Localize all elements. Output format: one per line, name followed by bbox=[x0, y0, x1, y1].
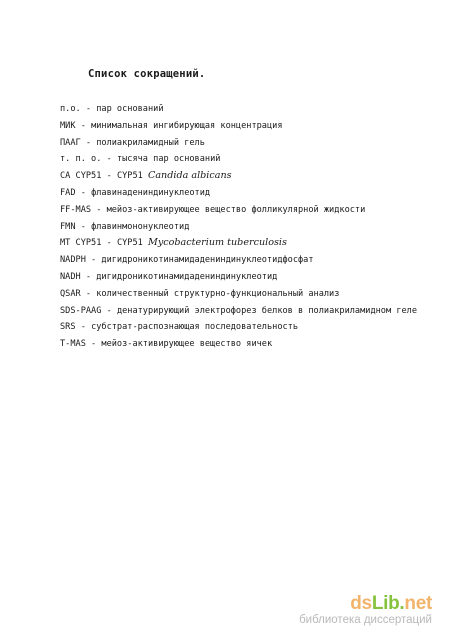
separator: - bbox=[80, 271, 97, 282]
logo-ds-text: ds bbox=[350, 593, 372, 614]
separator: - bbox=[101, 154, 117, 165]
abbreviation-definition: дигидроникотинамидадениндинуклеотидфосфат bbox=[101, 255, 314, 266]
separator: - bbox=[101, 305, 117, 316]
abbreviation-item bbox=[60, 185, 440, 202]
abbreviation-definition: дигидроникотинамидадениндинуклеотид bbox=[96, 271, 278, 282]
abbreviation-definition: пар оснований bbox=[96, 104, 164, 114]
abbreviation-definition: полиакриламидный гель bbox=[96, 137, 205, 148]
separator: - bbox=[85, 339, 102, 350]
abbreviation-term: SRS bbox=[60, 322, 76, 333]
separator: - bbox=[91, 204, 107, 215]
abbreviation-term: FF-MAS bbox=[60, 204, 92, 215]
abbreviation-term: MT CYP51 bbox=[60, 238, 102, 249]
abbreviation-definition: мейоз-активирующее вещество яичек bbox=[101, 339, 273, 350]
abbreviation-term: NADH bbox=[60, 271, 81, 282]
logo-lib-text: Lib bbox=[371, 593, 400, 614]
abbreviation-term: T-MAS bbox=[60, 339, 86, 350]
abbreviation-definition: флавинадениндинуклеотид bbox=[91, 187, 211, 198]
separator: - bbox=[75, 322, 92, 333]
abbreviation-definition: денатурирующий электрофорез белков в полиакриламидном геле bbox=[116, 305, 418, 316]
abbreviation-definition: количественный структурно-функциональный анализ bbox=[96, 288, 340, 299]
logo-dot-text: . bbox=[399, 593, 405, 614]
abbreviation-term: CA CYP51 bbox=[60, 171, 102, 182]
separator: - bbox=[75, 187, 92, 198]
abbreviation-item bbox=[60, 252, 440, 269]
latin-species-name: Mycobacterium tuberculosis bbox=[148, 237, 287, 249]
abbreviation-term: QSAR bbox=[60, 288, 81, 299]
page-title: Список сокращений. bbox=[88, 68, 206, 80]
abbreviation-term: МИК bbox=[60, 120, 76, 131]
latin-species-name: Candida albicans bbox=[148, 170, 232, 182]
abbreviation-item bbox=[60, 286, 440, 303]
abbreviation-term: п.о. bbox=[60, 104, 81, 114]
abbreviation-definition: субстрат-распознающая последовательность bbox=[91, 322, 299, 333]
abbreviation-item bbox=[60, 235, 440, 252]
abbreviation-term: SDS-PAAG bbox=[60, 305, 102, 316]
separator: - bbox=[75, 221, 92, 232]
separator: - bbox=[101, 171, 117, 182]
watermark-subtitle: библиотека диссертаций bbox=[299, 614, 432, 626]
abbreviation-item bbox=[60, 101, 440, 118]
abbreviation-item bbox=[60, 202, 440, 219]
abbreviation-definition: CYP51 bbox=[116, 238, 143, 249]
abbreviation-definition: минимальная ингибирующая концентрация bbox=[91, 120, 283, 131]
abbreviation-term: ПААГ bbox=[60, 137, 81, 148]
separator: - bbox=[75, 120, 92, 131]
abbreviation-item bbox=[60, 269, 440, 286]
abbreviation-definition: мейоз-активирующее вещество фолликулярной жидкости bbox=[106, 204, 366, 215]
watermark bbox=[299, 595, 432, 627]
watermark-logo bbox=[299, 595, 432, 613]
abbreviation-term: т. п. о. bbox=[60, 154, 102, 165]
abbreviation-item bbox=[60, 336, 440, 353]
abbreviation-item bbox=[60, 219, 440, 236]
separator: - bbox=[80, 104, 97, 114]
abbreviation-list bbox=[60, 101, 440, 353]
logo-net-text: net bbox=[404, 593, 432, 614]
abbreviation-item bbox=[60, 118, 440, 135]
separator: - bbox=[80, 288, 97, 299]
abbreviation-term: NADPH bbox=[60, 255, 86, 266]
abbreviation-term: FMN bbox=[60, 221, 76, 232]
abbreviation-item bbox=[60, 168, 440, 185]
separator: - bbox=[101, 238, 117, 249]
separator: - bbox=[85, 255, 102, 266]
abbreviation-item bbox=[60, 151, 440, 168]
separator: - bbox=[80, 137, 97, 148]
abbreviation-item bbox=[60, 303, 440, 320]
abbreviation-definition: флавинмононуклеотид bbox=[91, 221, 190, 232]
abbreviation-item bbox=[60, 319, 440, 336]
abbreviation-definition: CYP51 bbox=[116, 171, 143, 182]
abbreviation-definition: тысяча пар оснований bbox=[116, 154, 221, 165]
abbreviation-item bbox=[60, 135, 440, 152]
abbreviation-term: FAD bbox=[60, 187, 76, 198]
